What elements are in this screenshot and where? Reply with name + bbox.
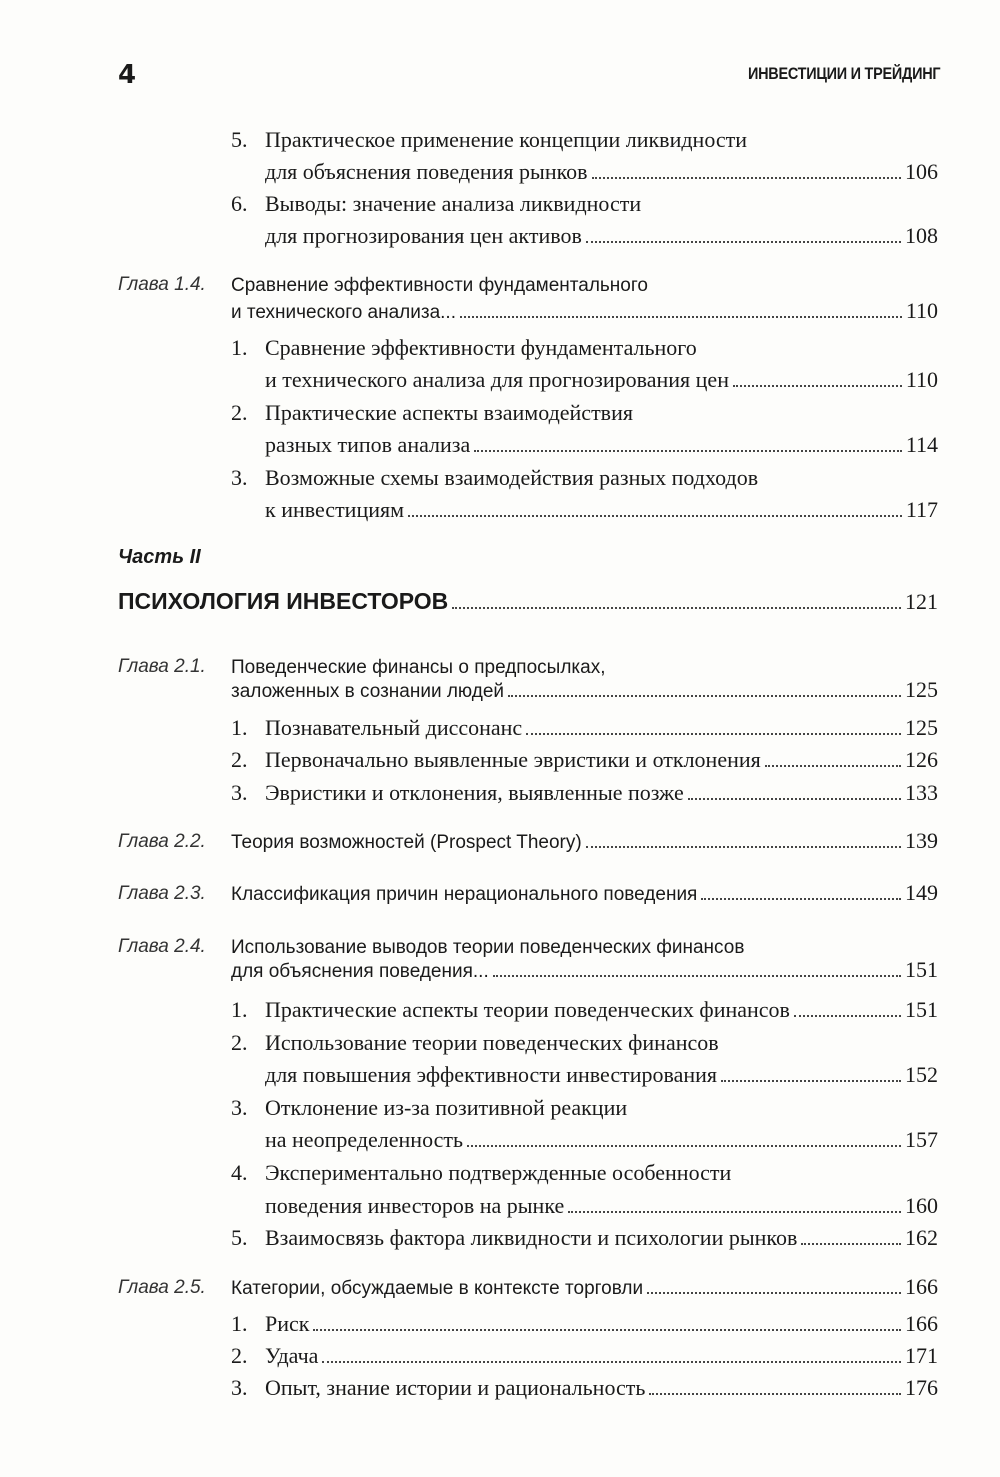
entry-text-wrap (265, 1225, 938, 1251)
item-line (0, 1192, 1000, 1222)
entry-text-wrap (265, 1095, 938, 1121)
entry-text-wrap (265, 1030, 938, 1056)
page-ref: 166 (905, 1311, 938, 1336)
item-number: 5. (231, 1225, 248, 1250)
item-line (0, 158, 1000, 188)
item-number: 1. (231, 1311, 248, 1336)
page-number: 4 (118, 60, 137, 90)
item-line (0, 496, 1000, 526)
page-ref: 108 (905, 223, 938, 248)
item-number: 3. (231, 1375, 248, 1400)
entry-text-wrap (265, 465, 938, 491)
item-line (0, 431, 1000, 461)
entry-text-wrap (231, 957, 938, 983)
entry-title: на неопределенность (265, 1127, 464, 1152)
item-number: 1. (231, 715, 248, 740)
entry-text-wrap (265, 497, 938, 523)
entry-text-wrap (265, 1311, 938, 1337)
dot-leader (408, 515, 902, 517)
entry-title: Удача (265, 1343, 319, 1368)
entry-title: Возможные схемы взаимодействия разных подходов (265, 465, 759, 490)
entry-title: Выводы: значение анализа ликвидности (265, 191, 642, 216)
chapter-label: Глава 2.4. (118, 936, 206, 957)
page-ref: 152 (905, 1062, 938, 1087)
entry-text-wrap (265, 191, 938, 217)
page-ref: 157 (905, 1127, 938, 1152)
entry-title: заложенных в сознании людей (231, 681, 505, 702)
entry-text-wrap (265, 1375, 938, 1401)
entry-title: поведения инвесторов на рынке (265, 1193, 565, 1218)
entry-title: Сравнение эффективности фундаментального (231, 275, 648, 296)
entry-title: Отклонение из-за позитивной реакции (265, 1095, 628, 1120)
dot-leader (452, 607, 901, 609)
dot-leader (733, 385, 902, 387)
dot-leader (765, 765, 901, 767)
chapter-line (0, 956, 1000, 986)
entry-title: Первоначально выявленные эвристики и отклонения (265, 747, 761, 772)
entry-text-wrap (265, 223, 938, 249)
item-line (0, 1061, 1000, 1091)
item-number: 3. (231, 1095, 248, 1120)
page-ref: 149 (905, 880, 938, 905)
page-ref: 117 (905, 497, 938, 522)
entry-text-wrap (265, 432, 938, 458)
dot-leader (467, 1145, 901, 1147)
entry-title: Практическое применение концепции ликвидности (265, 127, 748, 152)
dot-leader (460, 316, 902, 318)
dot-leader (586, 846, 901, 848)
entry-title: Экспериментально подтвержденные особенности (265, 1160, 732, 1185)
item-line (0, 334, 1000, 364)
dot-leader (568, 1211, 901, 1213)
chapter-label: Глава 2.5. (118, 1277, 206, 1298)
dot-leader (526, 733, 901, 735)
page-ref: 151 (905, 997, 938, 1022)
chapter-line (0, 879, 1000, 909)
entry-text-wrap (265, 1193, 938, 1219)
entry-text-wrap (265, 1343, 938, 1369)
item-line (0, 1310, 1000, 1340)
entry-text-wrap (231, 828, 938, 854)
item-line (0, 746, 1000, 776)
page-ref: 133 (905, 780, 938, 805)
entry-title: и технического анализа... (231, 302, 456, 323)
item-number: 2. (231, 1030, 248, 1055)
item-line (0, 996, 1000, 1026)
entry-title: Практические аспекты теории поведенческих финансов (265, 997, 790, 1022)
dot-leader (721, 1080, 901, 1082)
page-ref: 125 (905, 715, 938, 740)
page-ref: 126 (905, 747, 938, 772)
entry-title: Категории, обсуждаемые в контексте торговли (231, 1278, 644, 1299)
entry-title: Эвристики и отклонения, выявленные позже (265, 780, 684, 805)
entry-text-wrap (118, 588, 938, 615)
item-line (0, 779, 1000, 809)
item-number: 1. (231, 335, 248, 360)
part-line (0, 588, 1000, 618)
entry-title: Теория возможностей (Prospect Theory) (231, 832, 582, 853)
page-ref: 171 (905, 1343, 938, 1368)
item-line (0, 190, 1000, 220)
entry-title: Классификация причин нерационального поведения (231, 884, 698, 905)
entry-title: Взаимосвязь фактора ликвидности и психологии рынков (265, 1225, 798, 1250)
entry-title: к инвестициям (265, 497, 405, 522)
page-ref: 110 (905, 298, 938, 323)
page-ref: 160 (905, 1193, 938, 1218)
chapter-label: Глава 2.3. (118, 883, 206, 904)
page-ref: 106 (905, 159, 938, 184)
item-number: 2. (231, 1343, 248, 1368)
entry-text-wrap (231, 298, 938, 324)
part-label: Часть II (118, 546, 201, 568)
item-line (0, 1094, 1000, 1124)
dot-leader (647, 1292, 901, 1294)
entry-title: для объяснения поведения... (231, 961, 489, 982)
entry-text-wrap (231, 880, 938, 906)
entry-title: для повышения эффективности инвестирования (265, 1062, 718, 1087)
chapter-label: Глава 2.2. (118, 831, 206, 852)
entry-text-wrap (265, 127, 938, 153)
entry-text-wrap (265, 367, 938, 393)
dot-leader (508, 695, 901, 697)
page-ref: 162 (905, 1225, 938, 1250)
page-ref: 166 (905, 1274, 938, 1299)
entry-text-wrap (265, 715, 938, 741)
dot-leader (801, 1243, 901, 1245)
entry-title: для объяснения поведения рынков (265, 159, 588, 184)
item-number: 1. (231, 997, 248, 1022)
entry-title: Сравнение эффективности фундаментального (265, 335, 697, 360)
entry-text-wrap (265, 1062, 938, 1088)
chapter-label: Глава 1.4. (118, 274, 206, 295)
dot-leader (474, 450, 902, 452)
dot-leader (592, 177, 901, 179)
running-title: ИНВЕСТИЦИИ И ТРЕЙДИНГ (747, 64, 940, 83)
dot-leader (649, 1393, 901, 1395)
entry-title: Использование теории поведенческих финансов (265, 1030, 719, 1055)
page-ref: 139 (905, 828, 938, 853)
item-line (0, 1224, 1000, 1254)
item-line (0, 1342, 1000, 1372)
chapter-line (0, 1273, 1000, 1303)
chapter-line (0, 827, 1000, 857)
chapter-line (0, 297, 1000, 327)
entry-title: Использование выводов теории поведенческих финансов (231, 937, 745, 958)
dot-leader (322, 1361, 901, 1363)
entry-text-wrap (265, 400, 938, 426)
page-ref: 176 (905, 1375, 938, 1400)
entry-title: для прогнозирования цен активов (265, 223, 582, 248)
item-number: 4. (231, 1160, 248, 1185)
item-line (0, 399, 1000, 429)
entry-title: ПСИХОЛОГИЯ ИНВЕСТОРОВ (118, 588, 449, 614)
dot-leader (586, 241, 901, 243)
item-line (0, 1159, 1000, 1189)
page-ref: 114 (905, 432, 938, 457)
entry-title: разных типов анализа (265, 432, 471, 457)
page-ref: 151 (905, 957, 938, 982)
entry-text-wrap (265, 1127, 938, 1153)
item-line (0, 464, 1000, 494)
entry-text-wrap (265, 997, 938, 1023)
item-line (0, 1126, 1000, 1156)
entry-title: Поведенческие финансы о предпосылках, (231, 657, 606, 678)
entry-title: Опыт, знание истории и рациональность (265, 1375, 646, 1400)
entry-text-wrap (231, 677, 938, 703)
dot-leader (701, 898, 901, 900)
item-number: 5. (231, 127, 248, 152)
item-number: 2. (231, 747, 248, 772)
entry-text-wrap (265, 747, 938, 773)
entry-text-wrap (265, 159, 938, 185)
entry-title: Риск (265, 1311, 310, 1336)
chapter-line (0, 676, 1000, 706)
page-ref: 121 (905, 589, 938, 614)
entry-title: Познавательный диссонанс (265, 715, 523, 740)
dot-leader (794, 1015, 901, 1017)
dot-leader (493, 975, 901, 977)
chapter-label: Глава 2.1. (118, 656, 206, 677)
entry-text-wrap (231, 275, 938, 297)
dot-leader (313, 1329, 901, 1331)
item-line (0, 126, 1000, 156)
page-ref: 110 (905, 367, 938, 392)
item-number: 2. (231, 400, 248, 425)
item-line (0, 1029, 1000, 1059)
item-line (0, 366, 1000, 396)
entry-text-wrap (265, 780, 938, 806)
item-line (0, 222, 1000, 252)
dot-leader (688, 798, 901, 800)
chapter-line (0, 270, 1000, 300)
item-number: 3. (231, 780, 248, 805)
item-line (0, 714, 1000, 744)
item-line (0, 1374, 1000, 1404)
entry-text-wrap (265, 1160, 938, 1186)
entry-text-wrap (231, 1274, 938, 1300)
entry-title: и технического анализа для прогнозирования цен (265, 367, 729, 392)
entry-text-wrap (265, 335, 938, 361)
item-number: 3. (231, 465, 248, 490)
item-number: 6. (231, 191, 248, 216)
entry-title: Практические аспекты взаимодействия (265, 400, 633, 425)
page-ref: 125 (905, 677, 938, 702)
